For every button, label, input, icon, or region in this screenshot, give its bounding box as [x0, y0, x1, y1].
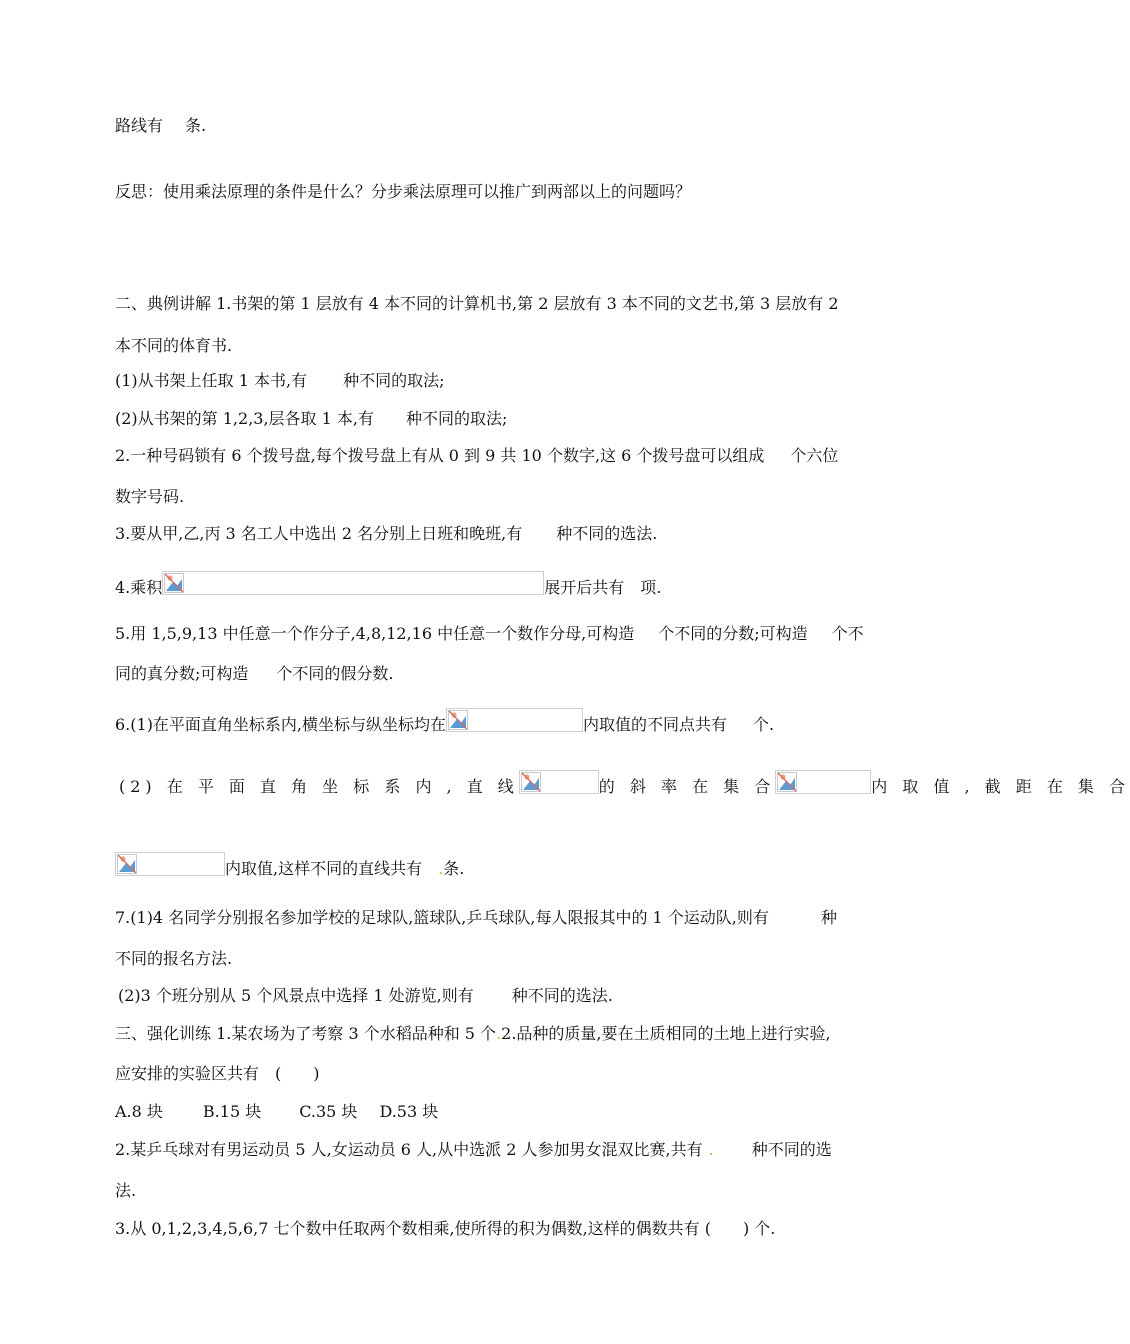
text: 反思：使用乘法原理的条件是什么？分步乘法原理可以推广到两部以上的问题吗？: [115, 182, 692, 201]
text-line: [115, 624, 864, 644]
text-line: [115, 1140, 832, 1160]
text: 条.: [185, 116, 207, 135]
text: 法.: [115, 1181, 137, 1200]
text-line: [115, 908, 837, 928]
text: 个不同的假分数.: [276, 664, 394, 683]
text-line: [115, 409, 507, 429]
text-line: [115, 336, 232, 356]
text: 6.(1)在平面直角坐标系内,横坐标与纵坐标均在: [115, 715, 447, 734]
formula-image: [115, 852, 225, 876]
text: 应安排的实验区共有 ( ): [115, 1064, 320, 1083]
text: 5.用 1,5,9,13 中任意一个作分子,4,8,12,16 中任意一个数作分母,可构造: [115, 624, 635, 643]
text: (2)从书架的第 1,2,3,层各取 1 本,有: [115, 409, 374, 428]
text-line: [115, 371, 445, 391]
text: (2) 在 平 面 直 角 坐 标 系 内 , 直 线: [119, 777, 519, 796]
text-line: [115, 1219, 775, 1239]
text-line: [115, 708, 774, 735]
reflection-line: [115, 182, 691, 202]
text: 3.要从甲,乙,丙 3 名工人中选出 2 名分别上日班和晚班,有: [115, 524, 523, 543]
text: 个.: [753, 715, 775, 734]
choices-line: [115, 1102, 438, 1122]
choice-c: C.35 块: [299, 1102, 358, 1121]
section-two-heading: [115, 294, 839, 314]
text: 个不同的分数;可构造: [658, 624, 808, 643]
text: 展开后共有: [544, 578, 625, 597]
text: (2)3 个班分别从 5 个风景点中选择 1 处游览,则有: [118, 986, 474, 1005]
text: 3.从 0,1,2,3,4,5,6,7 七个数中任取两个数相乘,使所得的积为偶数,这样的偶数共有 ( ) 个.: [115, 1219, 776, 1238]
text: 数字号码.: [115, 487, 185, 506]
text-line: [115, 524, 657, 544]
text: 个不: [831, 624, 864, 643]
formula-image: [775, 770, 871, 794]
choice-a: A.8 块: [115, 1102, 163, 1121]
text-line: [115, 1064, 320, 1084]
text-line: [115, 116, 206, 136]
text: 个六位: [790, 446, 839, 465]
text: 种不同的选法.: [511, 986, 613, 1005]
text: 种不同的取法;: [343, 371, 445, 390]
edit-mark: .: [708, 1140, 714, 1159]
text: 种不同的选法.: [556, 524, 658, 543]
text: 条.: [443, 859, 465, 878]
text: 内取值,这样不同的直线共有: [225, 859, 423, 878]
text-line: [115, 949, 232, 969]
text: 二、典例讲解 1.书架的第 1 层放有 4 本不同的计算机书,第 2 层放有 3 本不同的文艺书,第 3 层放有 2: [115, 294, 839, 313]
text-line: [118, 986, 613, 1006]
text: 不同的报名方法.: [115, 949, 233, 968]
broken-image-icon: [164, 573, 184, 593]
text-line: [115, 1181, 136, 1201]
text: (1)从书架上任取 1 本书,有: [115, 371, 308, 390]
text-line: [115, 571, 661, 598]
edit-mark: .: [496, 1024, 502, 1043]
text: 的 斜 率 在 集 合: [598, 777, 776, 796]
text: 品种的质量,要在土质相同的土地上进行实验,: [516, 1024, 831, 1043]
choice-b: B.15 块: [202, 1102, 262, 1121]
text: 路线有: [115, 116, 164, 135]
text-line: [115, 664, 394, 684]
text: 项.: [640, 578, 662, 597]
broken-image-icon: [117, 854, 137, 874]
text: 2.一种号码锁有 6 个拨号盘,每个拨号盘上有从 0 到 9 共 10 个数字,这 6 个拨号盘可以组成: [115, 446, 765, 465]
text: 三、强化训练 1.某农场为了考察 3 个水稻品种和 5 个: [115, 1024, 497, 1043]
section-three-heading: [115, 1024, 831, 1044]
text: 2.: [501, 1024, 517, 1043]
text-line: [119, 770, 1130, 797]
text-line: [115, 487, 184, 507]
broken-image-icon: [521, 772, 541, 792]
text: 2.某乒乓球对有男运动员 5 人,女运动员 6 人,从中选派 2 人参加男女混双比赛,共有: [115, 1140, 703, 1159]
formula-image: [162, 571, 544, 595]
text: 7.(1)4 名同学分别报名参加学校的足球队,篮球队,乒乓球队,每人限报其中的 1 个运动队,则有: [115, 908, 769, 927]
text-line: [115, 852, 464, 879]
choice-d: D.53 块: [379, 1102, 439, 1121]
text: 种不同的取法;: [406, 409, 508, 428]
text: 同的真分数;可构造: [115, 664, 249, 683]
formula-image: [446, 708, 583, 732]
broken-image-icon: [777, 772, 797, 792]
text: 本不同的体育书.: [115, 336, 233, 355]
edit-mark: .: [438, 859, 444, 878]
text: 内 取 值 , 截 距 在 集 合: [871, 777, 1130, 796]
text-line: [115, 446, 838, 466]
text: 种不同的选: [751, 1140, 832, 1159]
text: 种: [820, 908, 837, 927]
formula-image: [519, 770, 599, 794]
text: 内取值的不同点共有: [583, 715, 728, 734]
broken-image-icon: [448, 710, 468, 730]
text: 4.乘积: [115, 578, 163, 597]
